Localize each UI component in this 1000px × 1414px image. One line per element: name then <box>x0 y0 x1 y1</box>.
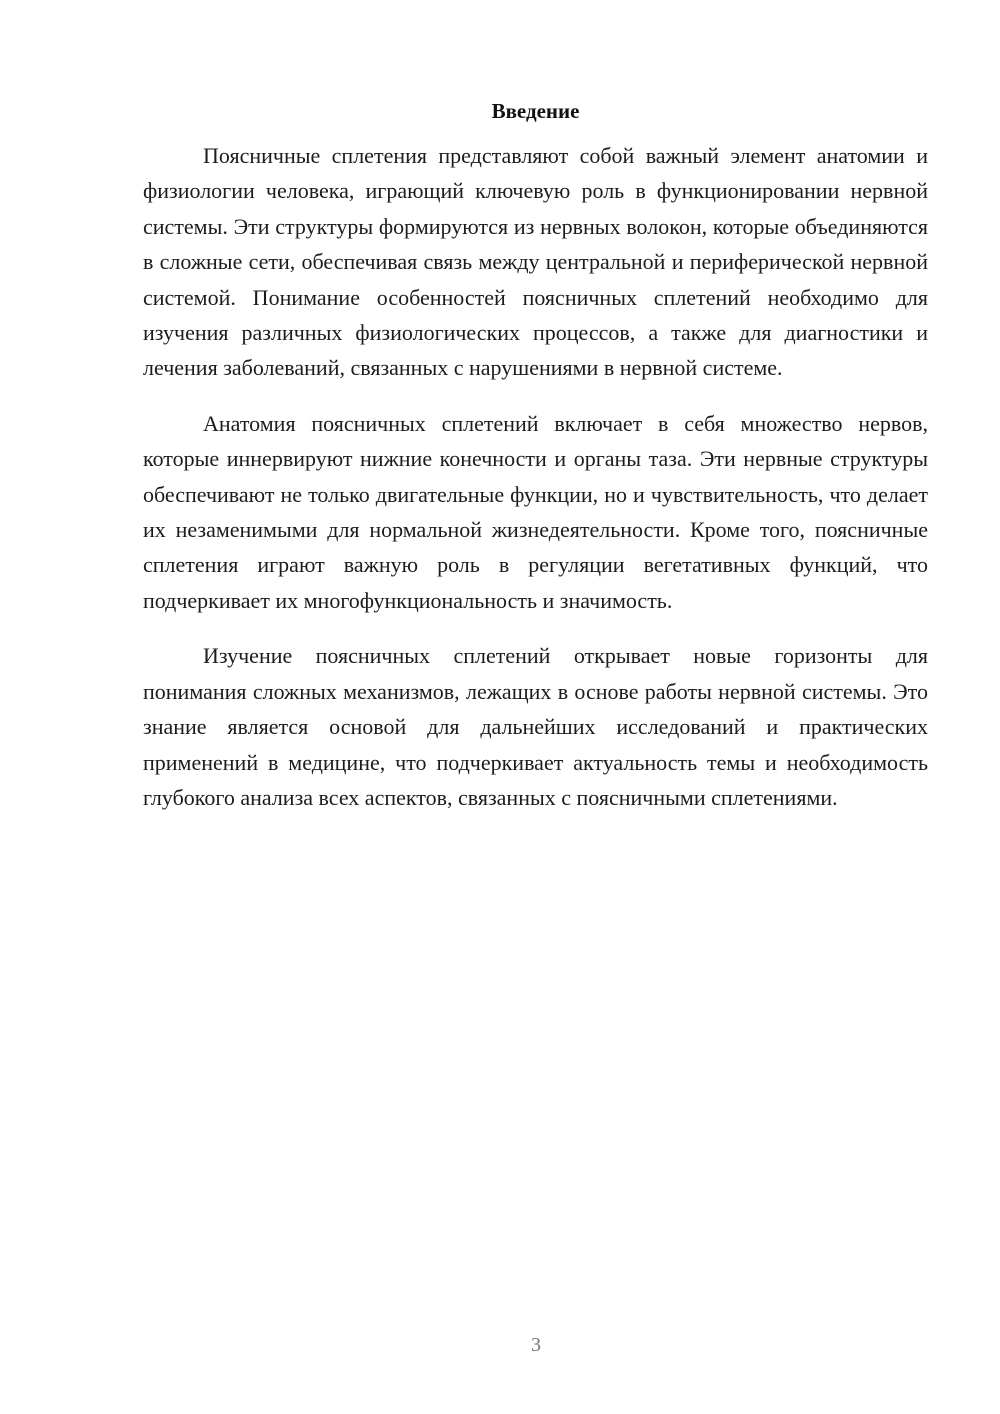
page-content <box>143 95 928 835</box>
page-number: 3 <box>531 1334 541 1356</box>
section-heading: Введение <box>491 99 580 123</box>
paragraph-2: Анатомия поясничных сплетений включает в себя множество нервов, которые иннервируют нижние конечности и органы таза. Эти нервные структуры обеспечивают не только двигательные функции, но и чувствительность, что делает их незаменимыми для нормальной жизнедеятельности. Кроме того, поясничные сплетения играют важную роль в регуляции вегетативных функций, что подчеркивает их многофункциональность и значимость. <box>143 410 928 613</box>
paragraph-1: Поясничные сплетения представляют собой важный элемент анатомии и физиологии человека, играющий ключевую роль в функционировании нервной системы. Эти структуры формируются из нервных волокон, которые объединяются в сложные сети, обеспечивая связь между центральной и периферической нервной системой. Понимание особенностей поясничных сплетений необходимо для изучения различных физиологических процессов, а также для диагностики и лечения заболеваний, связанных с нарушениями в нервной системе. <box>143 143 928 381</box>
paragraph-3: Изучение поясничных сплетений открывает новые горизонты для понимания сложных механизмов, лежащих в основе работы нервной системы. Это знание является основой для дальнейших исследований и практических применений в медицине, что подчеркивает актуальность темы и необходимость глубокого анализа всех аспектов, связанных с поясничными сплетениями. <box>143 643 928 810</box>
